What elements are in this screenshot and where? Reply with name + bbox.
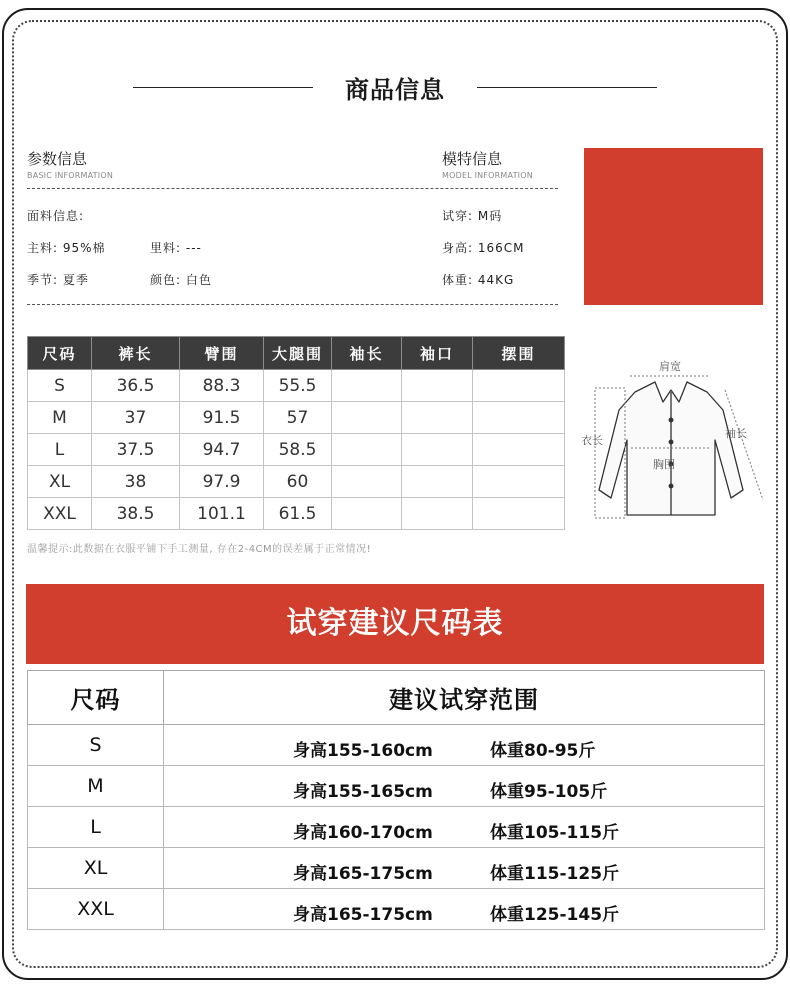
recommend-weight: 体重115-125斤	[490, 864, 620, 884]
size-table-header: 大腿围	[264, 337, 332, 370]
lining-material: 里料: ---	[150, 241, 202, 255]
table-cell: 36.5	[92, 370, 180, 402]
info-divider-top	[27, 188, 558, 189]
chest-label: 胸围	[653, 458, 675, 471]
title-rule-left	[133, 87, 313, 88]
table-cell	[473, 498, 565, 530]
main-material: 主料: 95%棉	[27, 241, 106, 255]
table-cell	[332, 370, 402, 402]
table-cell: 58.5	[264, 434, 332, 466]
title-rule-right	[477, 87, 657, 88]
size-table-header: 裤长	[92, 337, 180, 370]
table-cell: XXL	[28, 498, 92, 530]
table-row	[28, 807, 765, 848]
recommend-height: 身高165-175cm	[293, 864, 433, 884]
table-cell	[473, 434, 565, 466]
basic-info-title: 参数信息	[27, 150, 88, 168]
table-cell: 88.3	[180, 370, 264, 402]
model-info-title: 模特信息	[442, 150, 503, 168]
model-height: 身高: 166CM	[442, 241, 525, 255]
table-cell	[402, 498, 473, 530]
table-row	[28, 848, 765, 889]
size-recommend-table	[27, 670, 765, 930]
info-divider-bottom	[27, 304, 558, 305]
fabric-label: 面料信息:	[27, 209, 85, 223]
size-table-header: 袖长	[332, 337, 402, 370]
table-cell: 97.9	[180, 466, 264, 498]
measurement-tip: 温馨提示:此数据在衣服平铺下手工测量, 存在2-4CM的误差属于正常情况!	[27, 544, 372, 555]
table-cell: 38.5	[92, 498, 180, 530]
size-table-header: 摆围	[473, 337, 565, 370]
basic-info-subtitle: BASIC INFORMATION	[27, 171, 114, 180]
table-cell: 101.1	[180, 498, 264, 530]
recommend-weight: 体重80-95斤	[490, 741, 596, 761]
table-cell	[402, 370, 473, 402]
table-cell: 57	[264, 402, 332, 434]
table-cell: 38	[92, 466, 180, 498]
recommend-height: 身高155-160cm	[293, 741, 433, 761]
table-cell: 55.5	[264, 370, 332, 402]
table-cell	[402, 402, 473, 434]
table-cell	[473, 402, 565, 434]
model-weight: 体重: 44KG	[442, 273, 515, 287]
recommend-header-row	[28, 671, 765, 725]
size-table-header: 臂围	[180, 337, 264, 370]
recommend-header-size: 尺码	[28, 671, 164, 725]
size-table-header: 尺码	[28, 337, 92, 370]
table-row	[28, 466, 565, 498]
table-cell: 60	[264, 466, 332, 498]
recommend-range	[164, 766, 765, 807]
basic-info-heading	[27, 148, 113, 180]
table-cell: XL	[28, 466, 92, 498]
size-table-header: 袖口	[402, 337, 473, 370]
table-cell: 37	[92, 402, 180, 434]
table-cell	[332, 498, 402, 530]
sleeve-label: 袖长	[725, 427, 747, 440]
size-table-header-row	[28, 337, 565, 370]
table-cell: 94.7	[180, 434, 264, 466]
size-measurement-table	[27, 336, 565, 530]
recommend-range	[164, 889, 765, 930]
table-cell: M	[28, 402, 92, 434]
table-cell: 61.5	[264, 498, 332, 530]
model-info-heading	[442, 148, 533, 180]
recommend-size: L	[28, 807, 164, 848]
model-try-size: 试穿: M码	[442, 209, 503, 223]
table-cell	[332, 434, 402, 466]
table-cell: L	[28, 434, 92, 466]
recommend-height: 身高160-170cm	[293, 823, 433, 843]
recommend-range	[164, 807, 765, 848]
table-cell	[402, 466, 473, 498]
color-info: 颜色: 白色	[150, 273, 212, 287]
shirt-measurement-diagram	[575, 340, 770, 555]
page-title: 商品信息	[345, 76, 445, 104]
table-row	[28, 889, 765, 930]
table-cell	[473, 370, 565, 402]
shoulder-label: 肩宽	[659, 360, 681, 373]
recommend-weight: 体重125-145斤	[490, 905, 620, 925]
table-cell	[402, 434, 473, 466]
model-info-subtitle: MODEL INFORMATION	[442, 171, 533, 180]
table-cell: 37.5	[92, 434, 180, 466]
size-recommend-banner: 试穿建议尺码表	[26, 584, 764, 664]
recommend-weight: 体重95-105斤	[490, 782, 608, 802]
recommend-range	[164, 848, 765, 889]
recommend-weight: 体重105-115斤	[490, 823, 620, 843]
recommend-range	[164, 725, 765, 766]
table-cell	[332, 466, 402, 498]
table-row	[28, 498, 565, 530]
recommend-height: 身高155-165cm	[293, 782, 433, 802]
recommend-size: M	[28, 766, 164, 807]
title-bar	[0, 70, 790, 106]
recommend-size: XXL	[28, 889, 164, 930]
model-photo-placeholder	[584, 148, 763, 305]
recommend-height: 身高165-175cm	[293, 905, 433, 925]
recommend-size: S	[28, 725, 164, 766]
table-cell	[332, 402, 402, 434]
table-row	[28, 402, 565, 434]
table-row	[28, 725, 765, 766]
table-row	[28, 766, 765, 807]
table-row	[28, 370, 565, 402]
season-info: 季节: 夏季	[27, 273, 89, 287]
table-cell	[473, 466, 565, 498]
length-label: 衣长	[581, 434, 603, 447]
recommend-header-range: 建议试穿范围	[164, 671, 765, 725]
table-row	[28, 434, 565, 466]
recommend-size: XL	[28, 848, 164, 889]
table-cell: S	[28, 370, 92, 402]
table-cell: 91.5	[180, 402, 264, 434]
